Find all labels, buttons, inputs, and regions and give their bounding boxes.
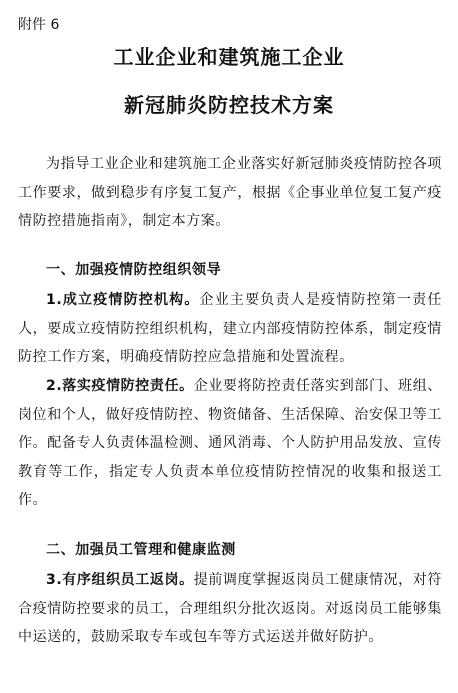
document-title-line-1: 工业企业和建筑施工企业 [113,45,345,69]
item-1-lead: 1.成立疫情防控机构。 [46,292,200,308]
intro-paragraph: 为指导工业企业和建筑施工企业落实好新冠肺炎疫情防控各项工作要求，做到稳步有序复工复产，根据《企事业单位复工复产疫情防控措施指南》，制定本方案。 [18,156,442,230]
item-2-lead: 2.落实疫情防控责任。 [46,378,194,394]
paragraph-item-1 [18,286,442,372]
item-1-text: 企业主要负责人是疫情防控第一责任人，要成立疫情防控组织机构，建立内部疫情防控体系，制定疫情防控工作方案，明确疫情防控应急措施和处置流程。 [18,292,442,366]
paragraph-item-2 [18,372,442,515]
document-title-line-2: 新冠肺炎防控技术方案 [124,93,334,117]
paragraph-item-3 [18,566,442,652]
item-3-lead: 3.有序组织员工返岗。 [46,572,194,588]
section-heading-2: 二、加强员工管理和健康监测 [46,542,236,558]
attachment-label: 附件 6 [18,17,60,33]
item-3-text: 提前调度掌握返岗员工健康情况，对符合疫情防控要求的员工，合理组织分批次返岗。对返岗员工能够集中运送的，鼓励采取专车或包车等方式运送并做好防护。 [18,572,442,646]
section-heading-1: 一、加强疫情防控组织领导 [46,262,222,278]
item-2-text: 企业要将防控责任落实到部门、班组、岗位和个人，做好疫情防控、物资储备、生活保障、治安保卫等工作。配备专人负责体温检测、通风消毒、个人防护用品发放、宣传教育等工作，指定专人负责本单位疫情防控情况的收集和报送工作。 [18,378,442,509]
